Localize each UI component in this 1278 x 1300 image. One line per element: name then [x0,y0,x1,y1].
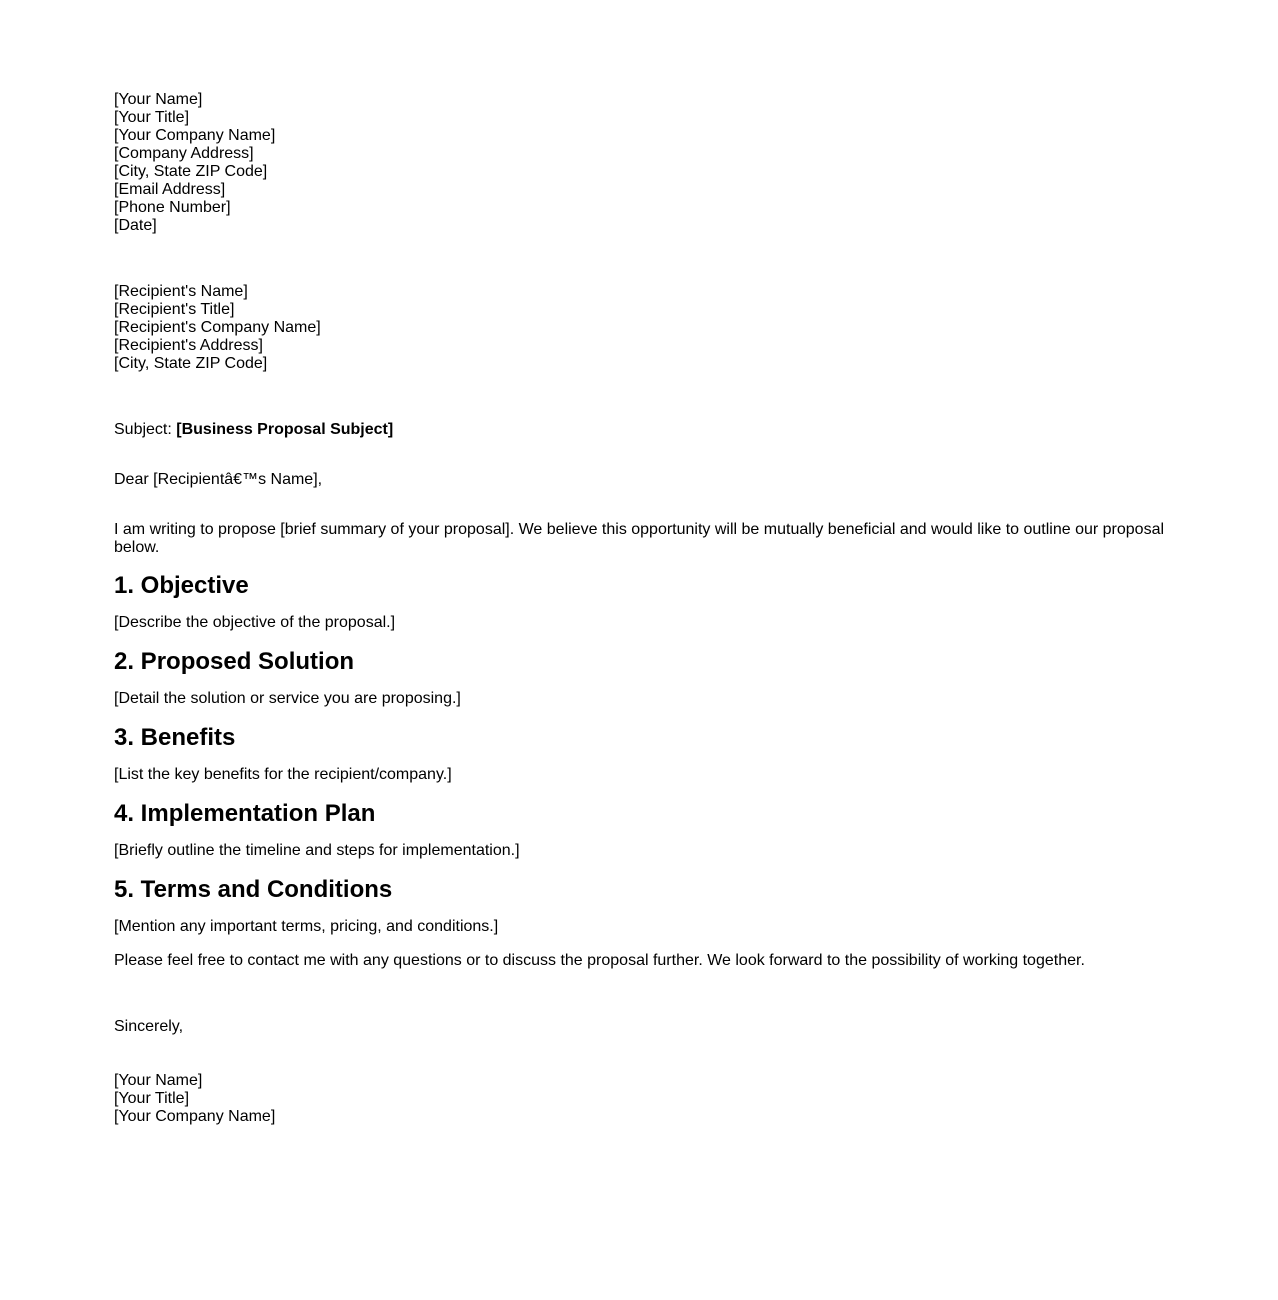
sender-name: [Your Name] [114,91,203,108]
subject-value: [Business Proposal Subject] [176,421,394,438]
section-heading: 3. Benefits [114,724,236,751]
recipient-name: [Recipient's Name] [114,283,248,300]
closing-paragraph: Please feel free to contact me with any questions or to discuss the proposal further. We look forward to the possibility of working together. [114,952,1085,969]
section-body: [Briefly outline the timeline and steps for implementation.] [114,842,520,859]
sender-city-state-zip: [City, State ZIP Code] [114,163,268,180]
sender-address-block [114,91,1178,235]
subject-line [114,421,1178,439]
section-heading: 1. Objective [114,572,249,599]
sender-address: [Company Address] [114,145,254,162]
recipient-title: [Recipient's Title] [114,301,235,318]
greeting: Dear [Recipientâ€™s Name], [114,471,323,488]
signature-company: [Your Company Name] [114,1108,276,1125]
section-proposed-solution [114,648,1178,708]
signature-block [114,1072,1178,1126]
section-body: [Describe the objective of the proposal.] [114,614,396,631]
letter-document [114,91,1178,1126]
letter-date: [Date] [114,217,157,234]
recipient-company: [Recipient's Company Name] [114,319,321,336]
intro-paragraph: I am writing to propose [brief summary of your proposal]. We believe this opportunity will be mutually beneficial and would like to outline our proposal below. [114,521,1165,556]
section-terms-and-conditions [114,876,1178,936]
recipient-address-block [114,283,1178,373]
signoff: Sincerely, [114,1018,184,1035]
spacer [114,373,1178,421]
section-body: [Mention any important terms, pricing, and conditions.] [114,918,499,935]
recipient-address: [Recipient's Address] [114,337,263,354]
section-heading: 4. Implementation Plan [114,800,376,827]
section-heading: 5. Terms and Conditions [114,876,393,903]
section-implementation-plan [114,800,1178,860]
sender-email: [Email Address] [114,181,226,198]
section-benefits [114,724,1178,784]
spacer [114,235,1178,283]
section-heading: 2. Proposed Solution [114,648,355,675]
section-body: [List the key benefits for the recipient/company.] [114,766,452,783]
sender-company: [Your Company Name] [114,127,276,144]
recipient-city-state-zip: [City, State ZIP Code] [114,355,268,372]
subject-label: Subject: [114,421,177,438]
section-objective [114,572,1178,632]
section-body: [Detail the solution or service you are proposing.] [114,690,461,707]
sender-title: [Your Title] [114,109,190,126]
sender-phone: [Phone Number] [114,199,231,216]
signature-title: [Your Title] [114,1090,190,1107]
signature-name: [Your Name] [114,1072,203,1089]
